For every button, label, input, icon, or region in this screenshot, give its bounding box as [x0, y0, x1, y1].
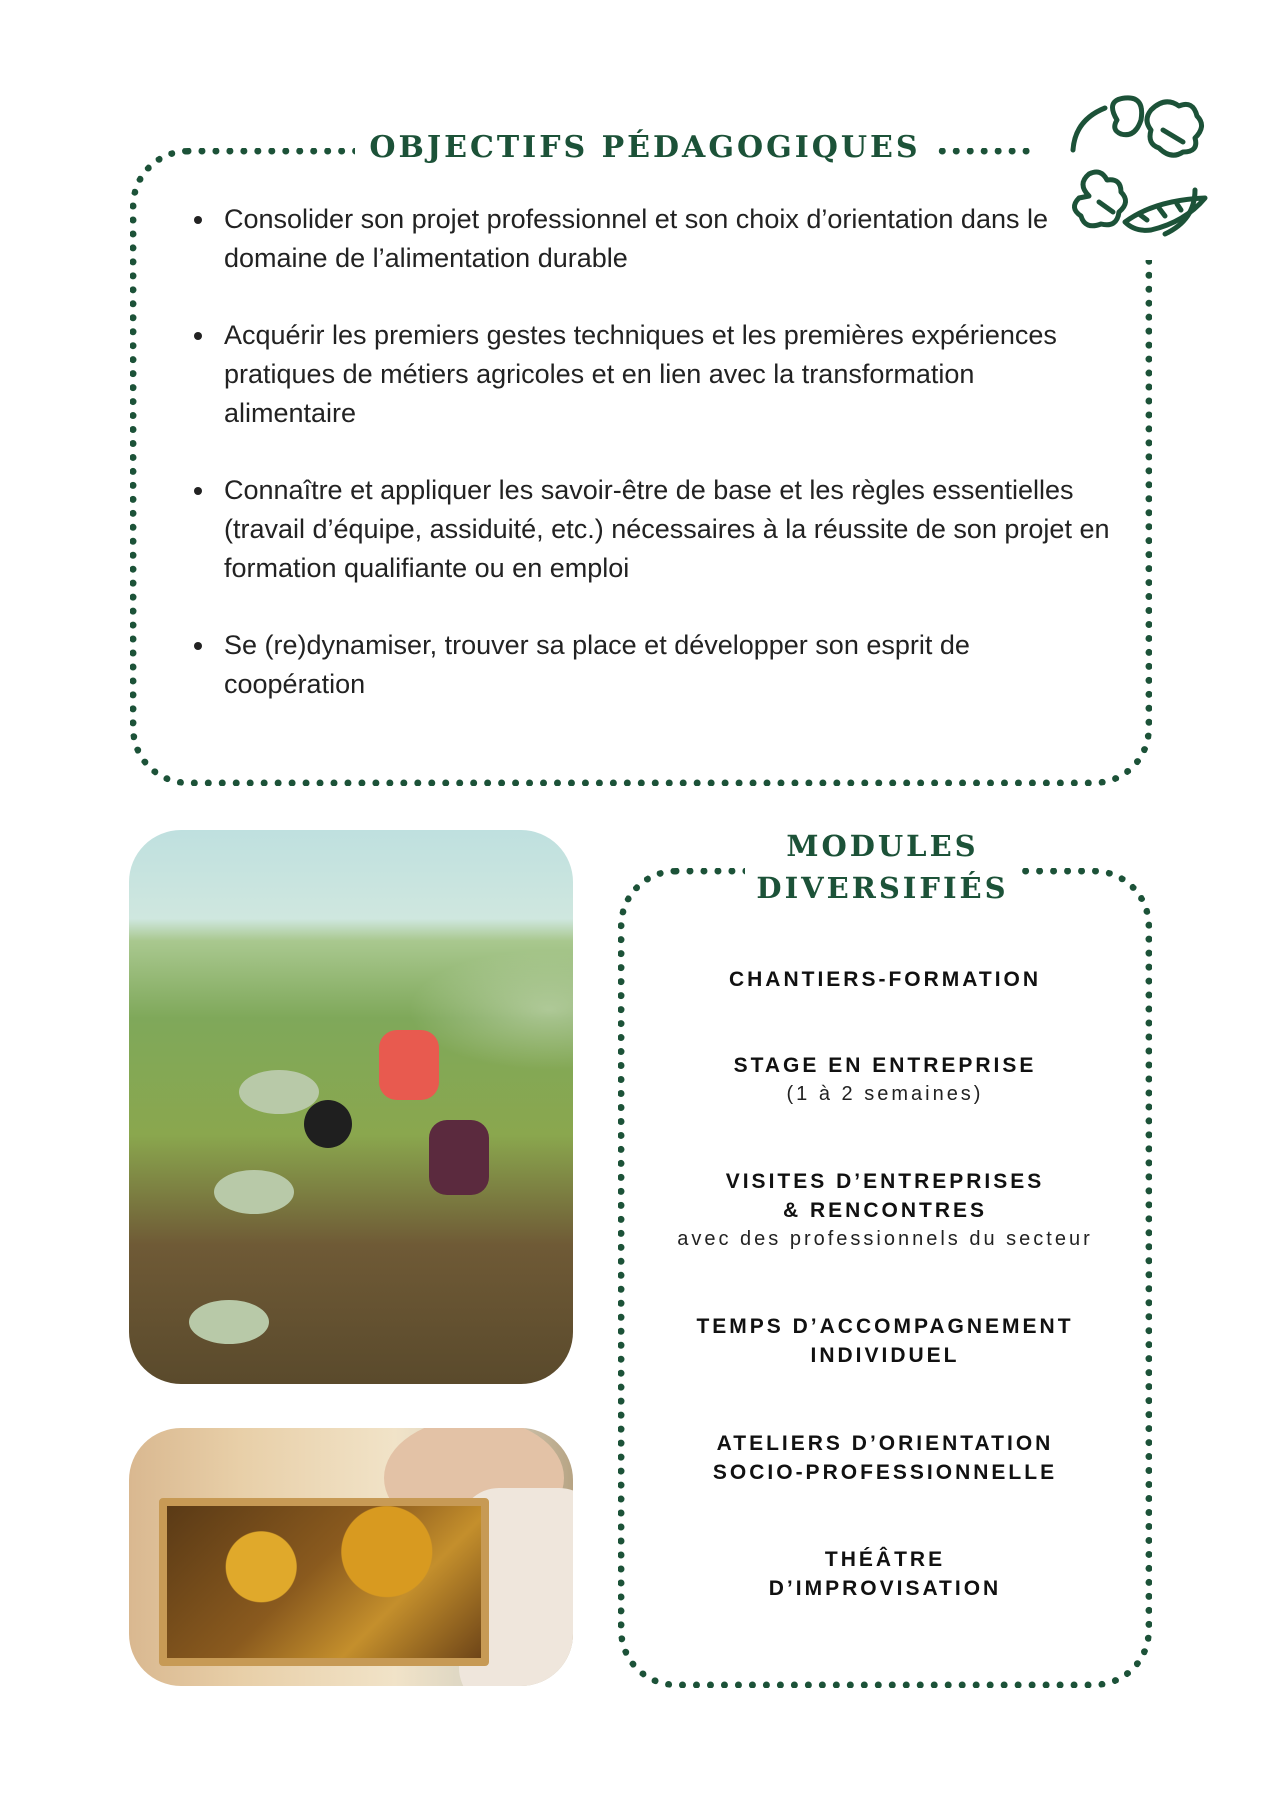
modules-title-line1: MODULES	[786, 829, 979, 863]
module-title: THÉÂTRE D’IMPROVISATION	[768, 1548, 1002, 1600]
objective-item: Se (re)dynamiser, trouver sa place et développer son esprit de coopération	[190, 626, 1110, 704]
artichoke-plant	[239, 1070, 319, 1114]
bucket	[304, 1100, 352, 1148]
artichoke-plant	[214, 1170, 294, 1214]
objective-item: Connaître et appliquer les savoir-être de base et les règles essentielles (travail d’équipe, assiduité, etc.) nécessaires à la réussite de son projet en formation qualifiante ou en emploi	[190, 471, 1110, 588]
farmer-figure	[379, 1030, 439, 1100]
module-item	[640, 1312, 1130, 1370]
module-title: CHANTIERS-FORMATION	[728, 968, 1042, 991]
artichoke-plant	[189, 1300, 269, 1344]
objectives-list	[190, 200, 1110, 742]
beekeeping-photo	[129, 1428, 573, 1686]
module-item	[640, 1429, 1130, 1487]
module-title: STAGE EN ENTREPRISE	[733, 1054, 1037, 1077]
objective-item: Consolider son projet professionnel et son choix d’orientation dans le domaine de l’alimentation durable	[190, 200, 1110, 278]
farmer-figure	[429, 1120, 489, 1195]
objective-item: Acquérir les premiers gestes techniques et les premières expériences pratiques de métiers agricoles et en lien avec la transformation alimentaire	[190, 316, 1110, 433]
modules-title	[745, 825, 1020, 915]
honeycomb-frame	[159, 1498, 489, 1666]
module-title: VISITES D’ENTREPRISES & RENCONTRES	[725, 1170, 1045, 1222]
module-title: ATELIERS D’ORIENTATION SOCIO-PROFESSIONNELLE	[712, 1432, 1058, 1484]
module-item	[640, 1545, 1130, 1603]
module-subtitle: (1 à 2 semaines)	[786, 1083, 984, 1105]
modules-title-line2: DIVERSIFIÉS	[756, 871, 1009, 905]
module-item	[640, 1051, 1130, 1109]
field-work-photo	[129, 830, 573, 1384]
objectives-title: OBJECTIFS PÉDAGOGIQUES	[355, 118, 935, 178]
module-subtitle: avec des professionnels du secteur	[677, 1228, 1093, 1250]
module-title: TEMPS D’ACCOMPAGNEMENT INDIVIDUEL	[696, 1315, 1074, 1367]
module-item	[640, 1167, 1130, 1254]
module-item	[640, 965, 1130, 994]
